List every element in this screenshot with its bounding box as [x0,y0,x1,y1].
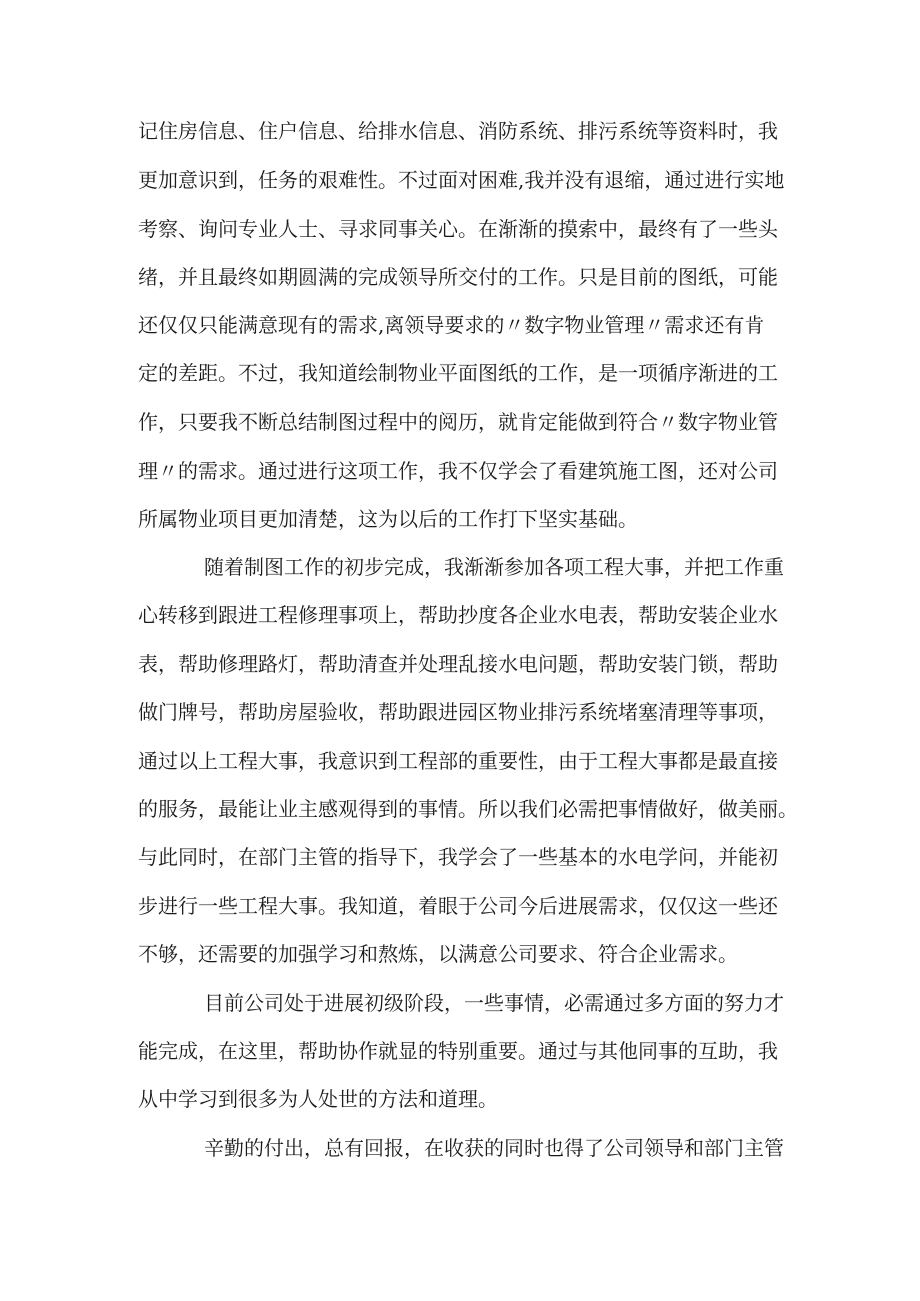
text-line: 的服务，最能让业主感观得到的事情。所以我们必需把事情做好，做美丽。 [138,797,798,821]
text-line: 所属物业项目更加清楚，这为以后的工作打下坚实基础。 [138,507,638,531]
text-line: 随着制图工作的初步完成，我渐渐参加各项工程大事，并把工作重 [204,555,784,579]
text-line: 考察、询问专业人士、寻求同事关心。在渐渐的摸索中，最终有了一些头 [138,217,778,241]
text-line: 记住房信息、住户信息、给排水信息、消防系统、排污系统等资料时，我 [138,119,778,143]
text-line: 目前公司处于进展初级阶段，一些事情，必需通过多方面的努力才 [204,991,784,1015]
text-line: 理〃的需求。通过进行这项工作，我不仅学会了看建筑施工图，还对公司 [138,459,778,483]
text-line: 与此同时，在部门主管的指导下，我学会了一些基本的水电学问，并能初 [138,845,778,869]
text-line: 通过以上工程大事，我意识到工程部的重要性，由于工程大事都是最直接 [138,749,778,773]
text-line: 还仅仅只能满意现有的需求,离领导要求的〃数字物业管理〃需求还有肯 [138,313,765,337]
text-line: 从中学习到很多为人处世的方法和道理。 [138,1087,498,1111]
text-line: 绪，并且最终如期圆满的完成领导所交付的工作。只是目前的图纸，可能 [138,265,778,289]
text-line: 表，帮助修理路灯，帮助清查并处理乱接水电问题，帮助安装门锁，帮助 [138,652,778,676]
text-line: 心转移到跟进工程修理事项上，帮助抄度各企业水电表，帮助安装企业水 [138,603,778,627]
text-line: 辛勤的付出，总有回报，在收获的同时也得了公司领导和部门主管 [204,1136,784,1160]
text-line: 作，只要我不断总结制图过程中的阅历，就肯定能做到符合〃数字物业管 [138,410,778,434]
text-line: 定的差距。不过，我知道绘制物业平面图纸的工作，是一项循序渐进的工 [138,361,778,385]
text-line: 能完成，在这里，帮助协作就显的特别重要。通过与其他同事的互助，我 [138,1039,778,1063]
text-line: 更加意识到，任务的艰难性。不过面对困难,我并没有退缩，通过进行实地 [138,168,785,192]
text-line: 不够，还需要的加强学习和熬炼，以满意公司要求、符合企业需求。 [138,942,738,966]
text-line: 步进行一些工程大事。我知道，着眼于公司今后进展需求，仅仅这一些还 [138,894,778,918]
text-line: 做门牌号，帮助房屋验收，帮助跟进园区物业排污系统堵塞清理等事项， [138,700,778,724]
